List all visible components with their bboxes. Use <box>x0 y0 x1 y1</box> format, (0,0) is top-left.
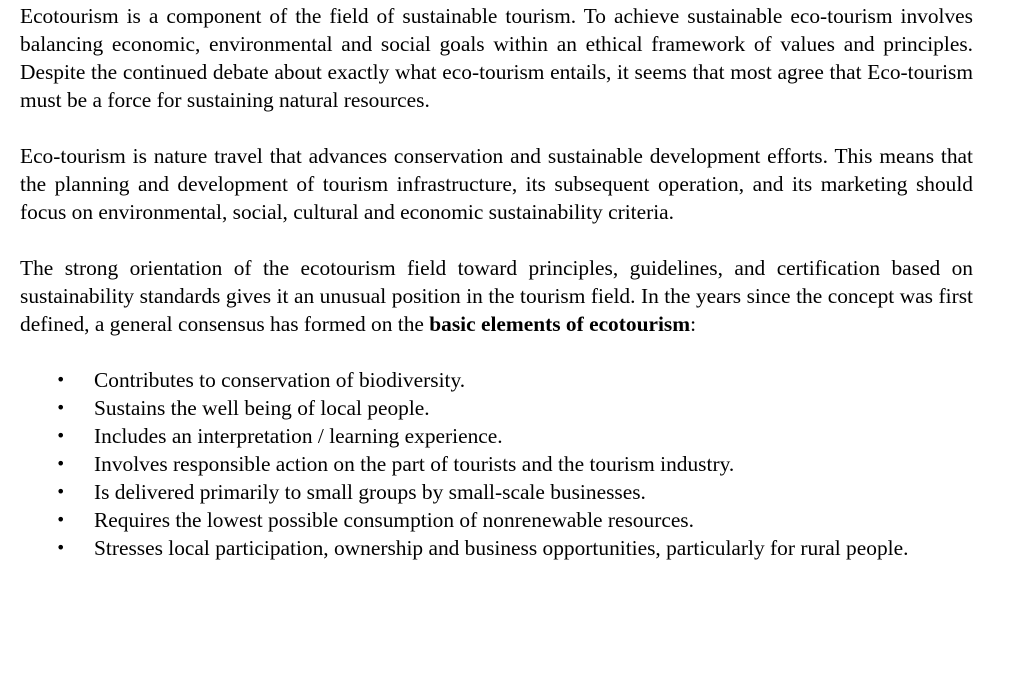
bullet-icon: • <box>56 398 66 417</box>
bullet-icon: • <box>56 482 66 501</box>
list-item <box>20 478 973 506</box>
list-item <box>20 450 973 478</box>
bullet-icon: • <box>56 538 66 557</box>
list-item-text: Includes an interpretation / learning experience. <box>94 424 503 448</box>
list-item-text: Sustains the well being of local people. <box>94 396 430 420</box>
list-item <box>20 422 973 450</box>
list-item-text: Contributes to conservation of biodiversity. <box>94 368 466 392</box>
paragraph-text: The strong orientation of the ecotourism field toward principles, guidelines, and certification based on sustainability standards gives it an unusual position in the tourism field. In the years since the concept was first defined, a general consensus has formed on the <box>20 256 973 336</box>
list-item <box>20 366 973 394</box>
basic-elements-list <box>20 366 973 562</box>
paragraph-strong-orientation <box>20 254 973 338</box>
bullet-icon: • <box>56 426 66 445</box>
bullet-icon: • <box>56 370 66 389</box>
list-item <box>20 506 973 534</box>
bullet-icon: • <box>56 454 66 473</box>
list-item-text: Involves responsible action on the part of tourists and the tourism industry. <box>94 452 735 476</box>
list-item-text: Is delivered primarily to small groups by small-scale businesses. <box>94 480 646 504</box>
list-item-text: Requires the lowest possible consumption of nonrenewable resources. <box>94 508 694 532</box>
bullet-icon: • <box>56 510 66 529</box>
list-item-text: Stresses local participation, ownership and business opportunities, particularly for rural people. <box>94 536 909 560</box>
list-item <box>20 394 973 422</box>
paragraph-colon: : <box>690 312 697 336</box>
list-item <box>20 534 973 562</box>
basic-elements-heading: basic elements of ecotourism <box>429 312 691 336</box>
paragraph-ecotourism-component: Ecotourism is a component of the field of sustainable tourism. To achieve sustainable eco-tourism involves balancing economic, environmental and social goals within an ethical framework of values and principles. Despite the continued debate about exactly what eco-tourism entails, it seems that most agree that Eco-tourism must be a force for sustaining natural resources. <box>20 4 973 112</box>
paragraph-nature-travel: Eco-tourism is nature travel that advances conservation and sustainable development efforts. This means that the planning and development of tourism infrastructure, its subsequent operation, and its marketing should focus on environmental, social, cultural and economic sustainability criteria. <box>20 144 973 224</box>
document-page <box>20 2 973 562</box>
